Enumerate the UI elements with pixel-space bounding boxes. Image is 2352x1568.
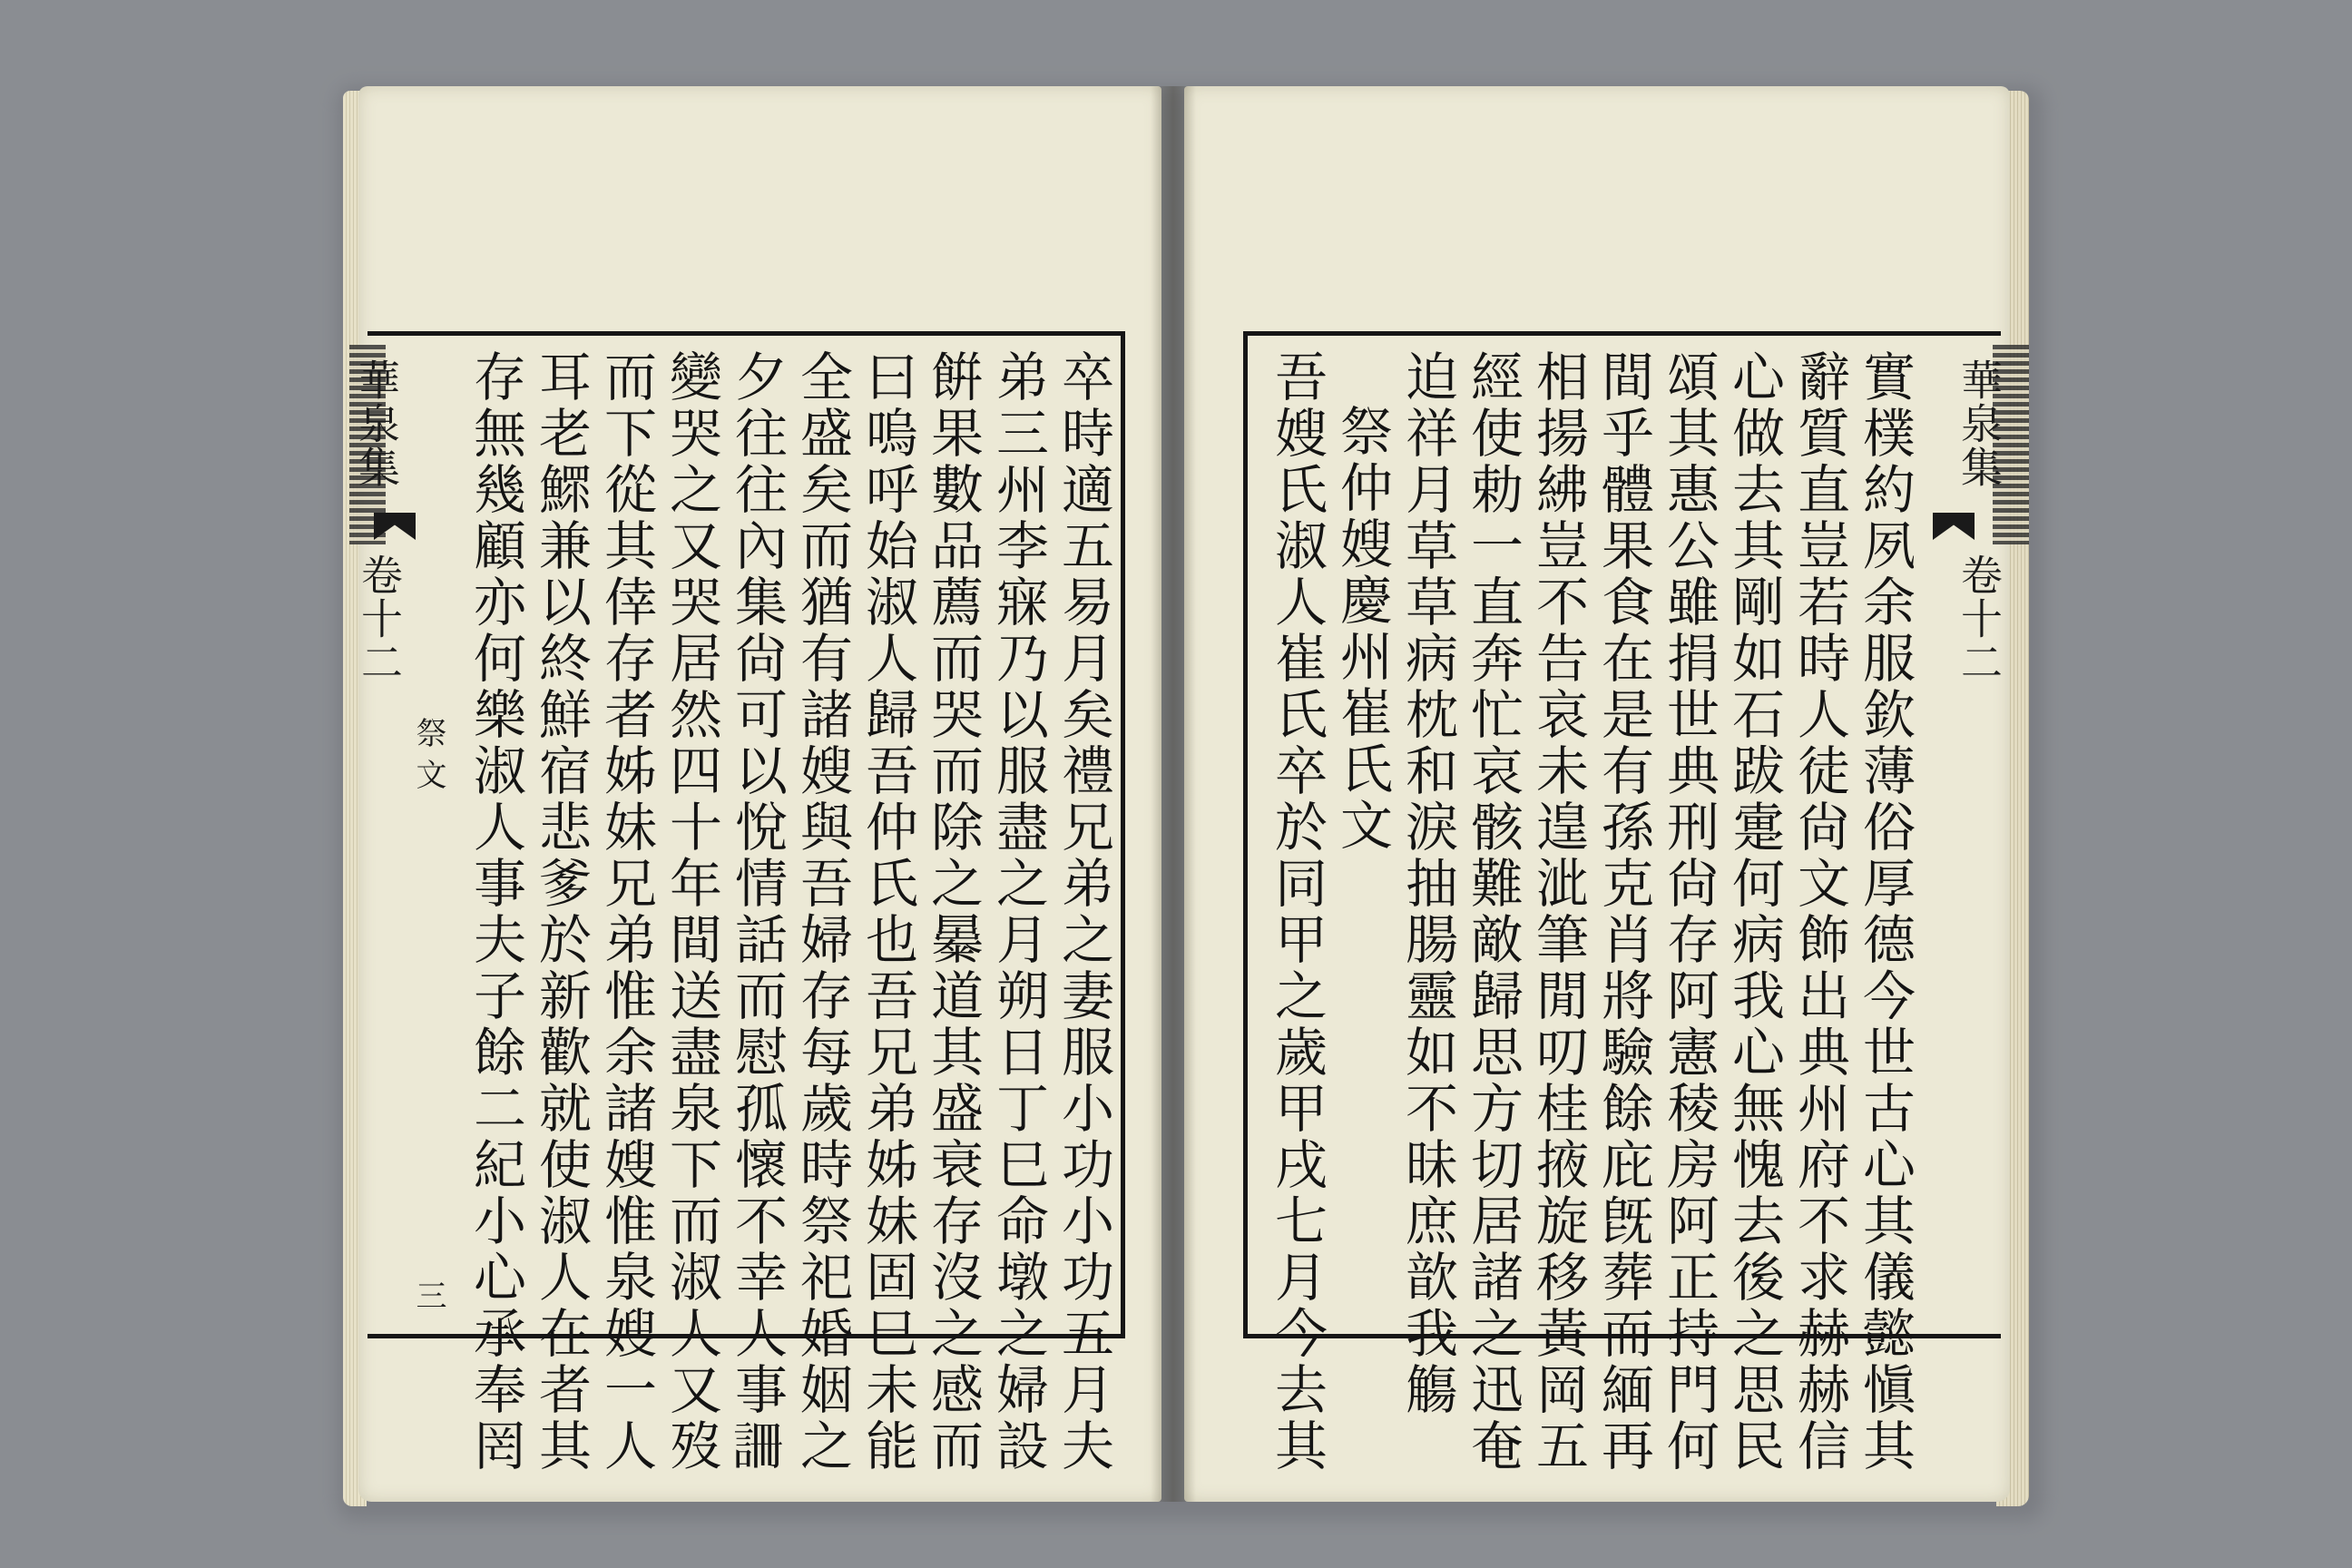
left-text-column-1: 卒時適五易月矣禮兄弟之妻服小功小功五月夫 [1053,349,1114,1475]
right-text-column-7: 經使勅一直奔忙哀骸難敵歸思方切居諸之迅奄 [1462,349,1524,1475]
right-text-column-6: 相揚紼豈不告哀未遑泚筆閒叨桂掖旋移黃岡五 [1527,349,1589,1475]
left-text-column-10: 存無幾顧亦何樂淑人事夫子餘二紀小心承奉罔 [465,349,526,1475]
book-gutter [1151,86,1196,1502]
left-text-column-7: 變哭之又哭居然四十年間送盡泉下而淑人又歿 [661,349,722,1475]
right-volume-label: 卷十二 [1955,554,2004,684]
left-text-column-4: 曰嗚呼始淑人歸吾仲氏也吾兄弟姊妹固巳未能 [857,349,918,1475]
left-text-column-8: 而下從其倖存者姊妹兄弟惟余諸嫂惟泉嫂一人 [595,349,657,1475]
left-text-column-9: 耳老鰥兼以終鮮宿悲爹於新歡就使淑人在者其 [530,349,592,1475]
right-text-column-10: 吾嫂氏淑人崔氏卒於同甲之歲甲戌七月今去其 [1266,349,1328,1475]
left-text-column-2: 弟三州李㝥乃以服盡之月朔日丁巳命墩之婦設 [987,349,1049,1475]
right-text-column-8: 迫祥月草草病枕和淚抽腸靈如不昧庶歆我觴 [1396,349,1458,1418]
right-essay-title: 祭仲嫂慶州崔氏文 [1331,404,1393,854]
right-text-column-5: 間乎體果食在是有孫克肖將驗餘庇旣葬而緬再 [1592,349,1654,1475]
right-text-column-4: 頌其惠公雖捐世典刑尙存阿憲稜房阿正持門何 [1658,349,1720,1475]
left-text-column-6: 夕往往內集尙可以悅情話而慰孤懷不幸人事𧧚 [726,349,788,1475]
left-text-column-3: 餠果數品薦而哭而除之㬥道其盛衰存沒之感而 [922,349,984,1475]
right-margin-title: 華泉集 [1955,358,2004,489]
right-text-column-2: 辭質直豈若時人徒尙文飾出典州府不求赫赫信 [1788,349,1850,1475]
left-margin-title: 華泉集 [352,358,401,489]
left-text-column-5: 全盛矣而猶有諸嫂與吾婦存每歲時祭祀婚姻之 [791,349,853,1475]
left-section-label: 祭文 [410,717,446,800]
right-text-column-3: 心做去其剛如石跋疐何病我心無愧去後之思民 [1723,349,1785,1475]
left-folio-number: 三 [410,1279,446,1310]
right-text-column-1: 實樸約夙余服欽薄俗厚德今世古心其儀懿愼其 [1854,349,1916,1475]
left-volume-label: 卷十二 [355,554,404,684]
